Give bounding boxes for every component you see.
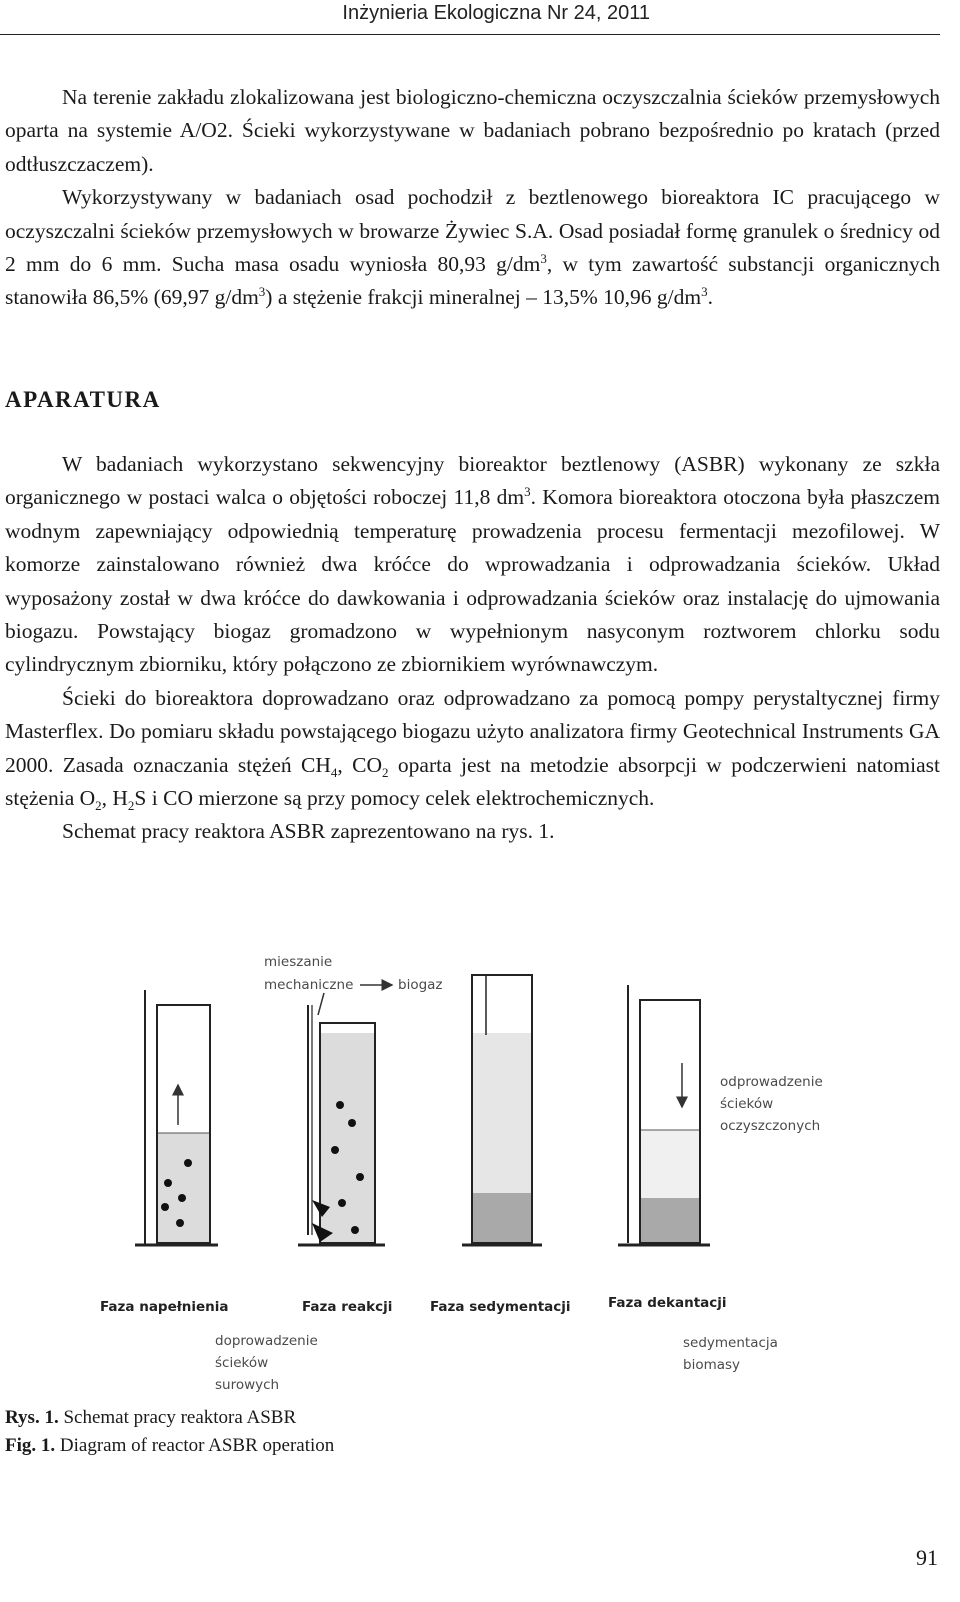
asbr-diagram bbox=[0, 945, 960, 1410]
reactor-reaction bbox=[298, 1005, 385, 1245]
granule bbox=[356, 1173, 364, 1181]
label-biogas: biogaz bbox=[398, 977, 443, 993]
label-out-3: oczyszczonych bbox=[720, 1118, 821, 1134]
superscript: 3 bbox=[701, 284, 708, 300]
phase-sedimentation: Faza sedymentacji bbox=[430, 1299, 571, 1315]
paragraph-text: , w tym zawartość substancji organicznych stanowiła 86,5% (69,97 g/dm bbox=[5, 252, 940, 310]
sediment bbox=[640, 1198, 700, 1243]
paragraph bbox=[5, 81, 940, 181]
granule bbox=[348, 1119, 356, 1127]
mixer-pointer bbox=[318, 993, 324, 1015]
label-sed-2: biomasy bbox=[683, 1357, 741, 1373]
paragraph bbox=[5, 181, 940, 315]
granule bbox=[178, 1194, 186, 1202]
caption-label: Fig. 1. bbox=[5, 1435, 56, 1456]
paragraph-text: , H bbox=[101, 786, 128, 811]
phase-reaction: Faza reakcji bbox=[302, 1299, 393, 1315]
granule bbox=[176, 1219, 184, 1227]
granule bbox=[331, 1146, 339, 1154]
superscript: 3 bbox=[258, 284, 266, 300]
paragraph bbox=[5, 682, 940, 816]
paragraph-text: Wykorzystywany w badaniach osad pochodził z beztlenowego bioreaktora IC pracującego w oczyszczalni ścieków przemysłowych w browarze Żywiec S.A. Osad posiadał formę granulek o średnicy od 2 mm do 6 mm. Sucha masa osadu wyniosła 80,93 g/dm bbox=[5, 185, 940, 277]
reactor-sedimentation bbox=[462, 975, 542, 1245]
paragraph-text: , CO bbox=[337, 752, 383, 777]
section-intro bbox=[5, 81, 940, 315]
paragraph-text: Na terenie zakładu zlokalizowana jest biologiczno-chemiczna oczyszczalnia ścieków przemysłowych oparta na systemie A/O2. Ścieki wykorzystywane w badaniach pobrano bezpośrednio po kratach (przed odtłuszczaczem). bbox=[5, 85, 940, 176]
journal-title: Inżynieria Ekologiczna Nr 24, 2011 bbox=[342, 2, 650, 24]
label-in-3: surowych bbox=[215, 1377, 280, 1393]
paragraph-text: . Komora bioreaktora otoczona była płaszczem wodnym zapewniający odpowiednią temperaturę prowadzenia procesu fermentacji mezofilowej. W komorze zainstalowano również dwa króćce do wprowadzania i odprowadzania ścieków. Układ wyposażony został w dwa króćce do dawkowania i odprowadzania ścieków oraz instalację do ujmowania biogazu. Powstający biogaz gromadzono w wypełnionym nasyconym roztworem chlorku sodu cylindrycznym zbiorniku, który połączono ze zbiornikiem wyrównawczym. bbox=[5, 485, 941, 677]
superscript: 3 bbox=[524, 484, 531, 500]
reactor-filling bbox=[135, 990, 218, 1245]
granule bbox=[336, 1101, 344, 1109]
phase-filling: Faza napełnienia bbox=[100, 1299, 229, 1315]
granule bbox=[338, 1199, 346, 1207]
subscript: 4 bbox=[330, 764, 338, 780]
label-out-2: ścieków bbox=[720, 1096, 774, 1112]
section-heading: APARATURA bbox=[5, 387, 161, 412]
subscript: 2 bbox=[382, 764, 389, 780]
superscript: 3 bbox=[540, 251, 547, 267]
phase-decanting: Faza dekantacji bbox=[608, 1295, 727, 1311]
granule bbox=[351, 1226, 359, 1234]
label-mix-1: mieszanie bbox=[264, 954, 333, 970]
paragraph-text: . bbox=[707, 285, 713, 310]
liquid bbox=[640, 1130, 700, 1198]
paragraph-text: Ścieki do bioreaktora doprowadzano oraz odprowadzano za pomocą pompy perystaltycznej firmy Masterflex. Do pomiaru składu powstającego biogazu użyto analizatora firmy Geotechnical Instruments GA 2000. Zasada oznaczania stężeń CH bbox=[5, 685, 940, 777]
label-mix-2: mechaniczne bbox=[264, 977, 354, 993]
liquid bbox=[320, 1033, 375, 1243]
caption-text: Diagram of reactor ASBR operation bbox=[55, 1435, 335, 1456]
granule bbox=[184, 1159, 192, 1167]
label-in-1: doprowadzenie bbox=[215, 1333, 318, 1349]
caption-label: Rys. 1. bbox=[5, 1407, 59, 1428]
figure-caption-en bbox=[5, 1435, 334, 1457]
sediment bbox=[472, 1193, 532, 1243]
caption-text: Schemat pracy reaktora ASBR bbox=[58, 1407, 297, 1428]
paragraph bbox=[5, 815, 940, 848]
paragraph-text: oparta jest na metodzie absorpcji w podczerwieni natomiast stężenia O bbox=[5, 752, 941, 811]
label-sed-1: sedymentacja bbox=[683, 1335, 778, 1351]
running-header bbox=[0, 0, 940, 35]
granule bbox=[164, 1179, 172, 1187]
label-in-2: ścieków bbox=[215, 1355, 269, 1371]
section-apparatus bbox=[5, 448, 940, 849]
paragraph-text: S i CO mierzone są przy pomocy celek elektrochemicznych. bbox=[134, 786, 655, 811]
liquid bbox=[157, 1133, 210, 1243]
page-number: 91 bbox=[916, 1545, 938, 1570]
paragraph-text: Schemat pracy reaktora ASBR zaprezentowano na rys. 1. bbox=[62, 819, 555, 844]
paragraph bbox=[5, 448, 940, 682]
subscript: 2 bbox=[95, 798, 102, 814]
liquid bbox=[472, 1033, 532, 1193]
subscript: 2 bbox=[127, 798, 135, 814]
paragraph-text: W badaniach wykorzystano sekwencyjny bioreaktor beztlenowy (ASBR) wykonany ze szkła organicznego w postaci walca o objętości roboczej 11,8 dm bbox=[5, 452, 940, 510]
label-out-1: odprowadzenie bbox=[720, 1074, 823, 1090]
granule bbox=[161, 1203, 169, 1211]
paragraph-text: ) a stężenie frakcji mineralnej – 13,5% 10,96 g/dm bbox=[265, 285, 702, 310]
reactor-decanting bbox=[618, 985, 710, 1245]
figure-caption-pl bbox=[5, 1407, 296, 1429]
